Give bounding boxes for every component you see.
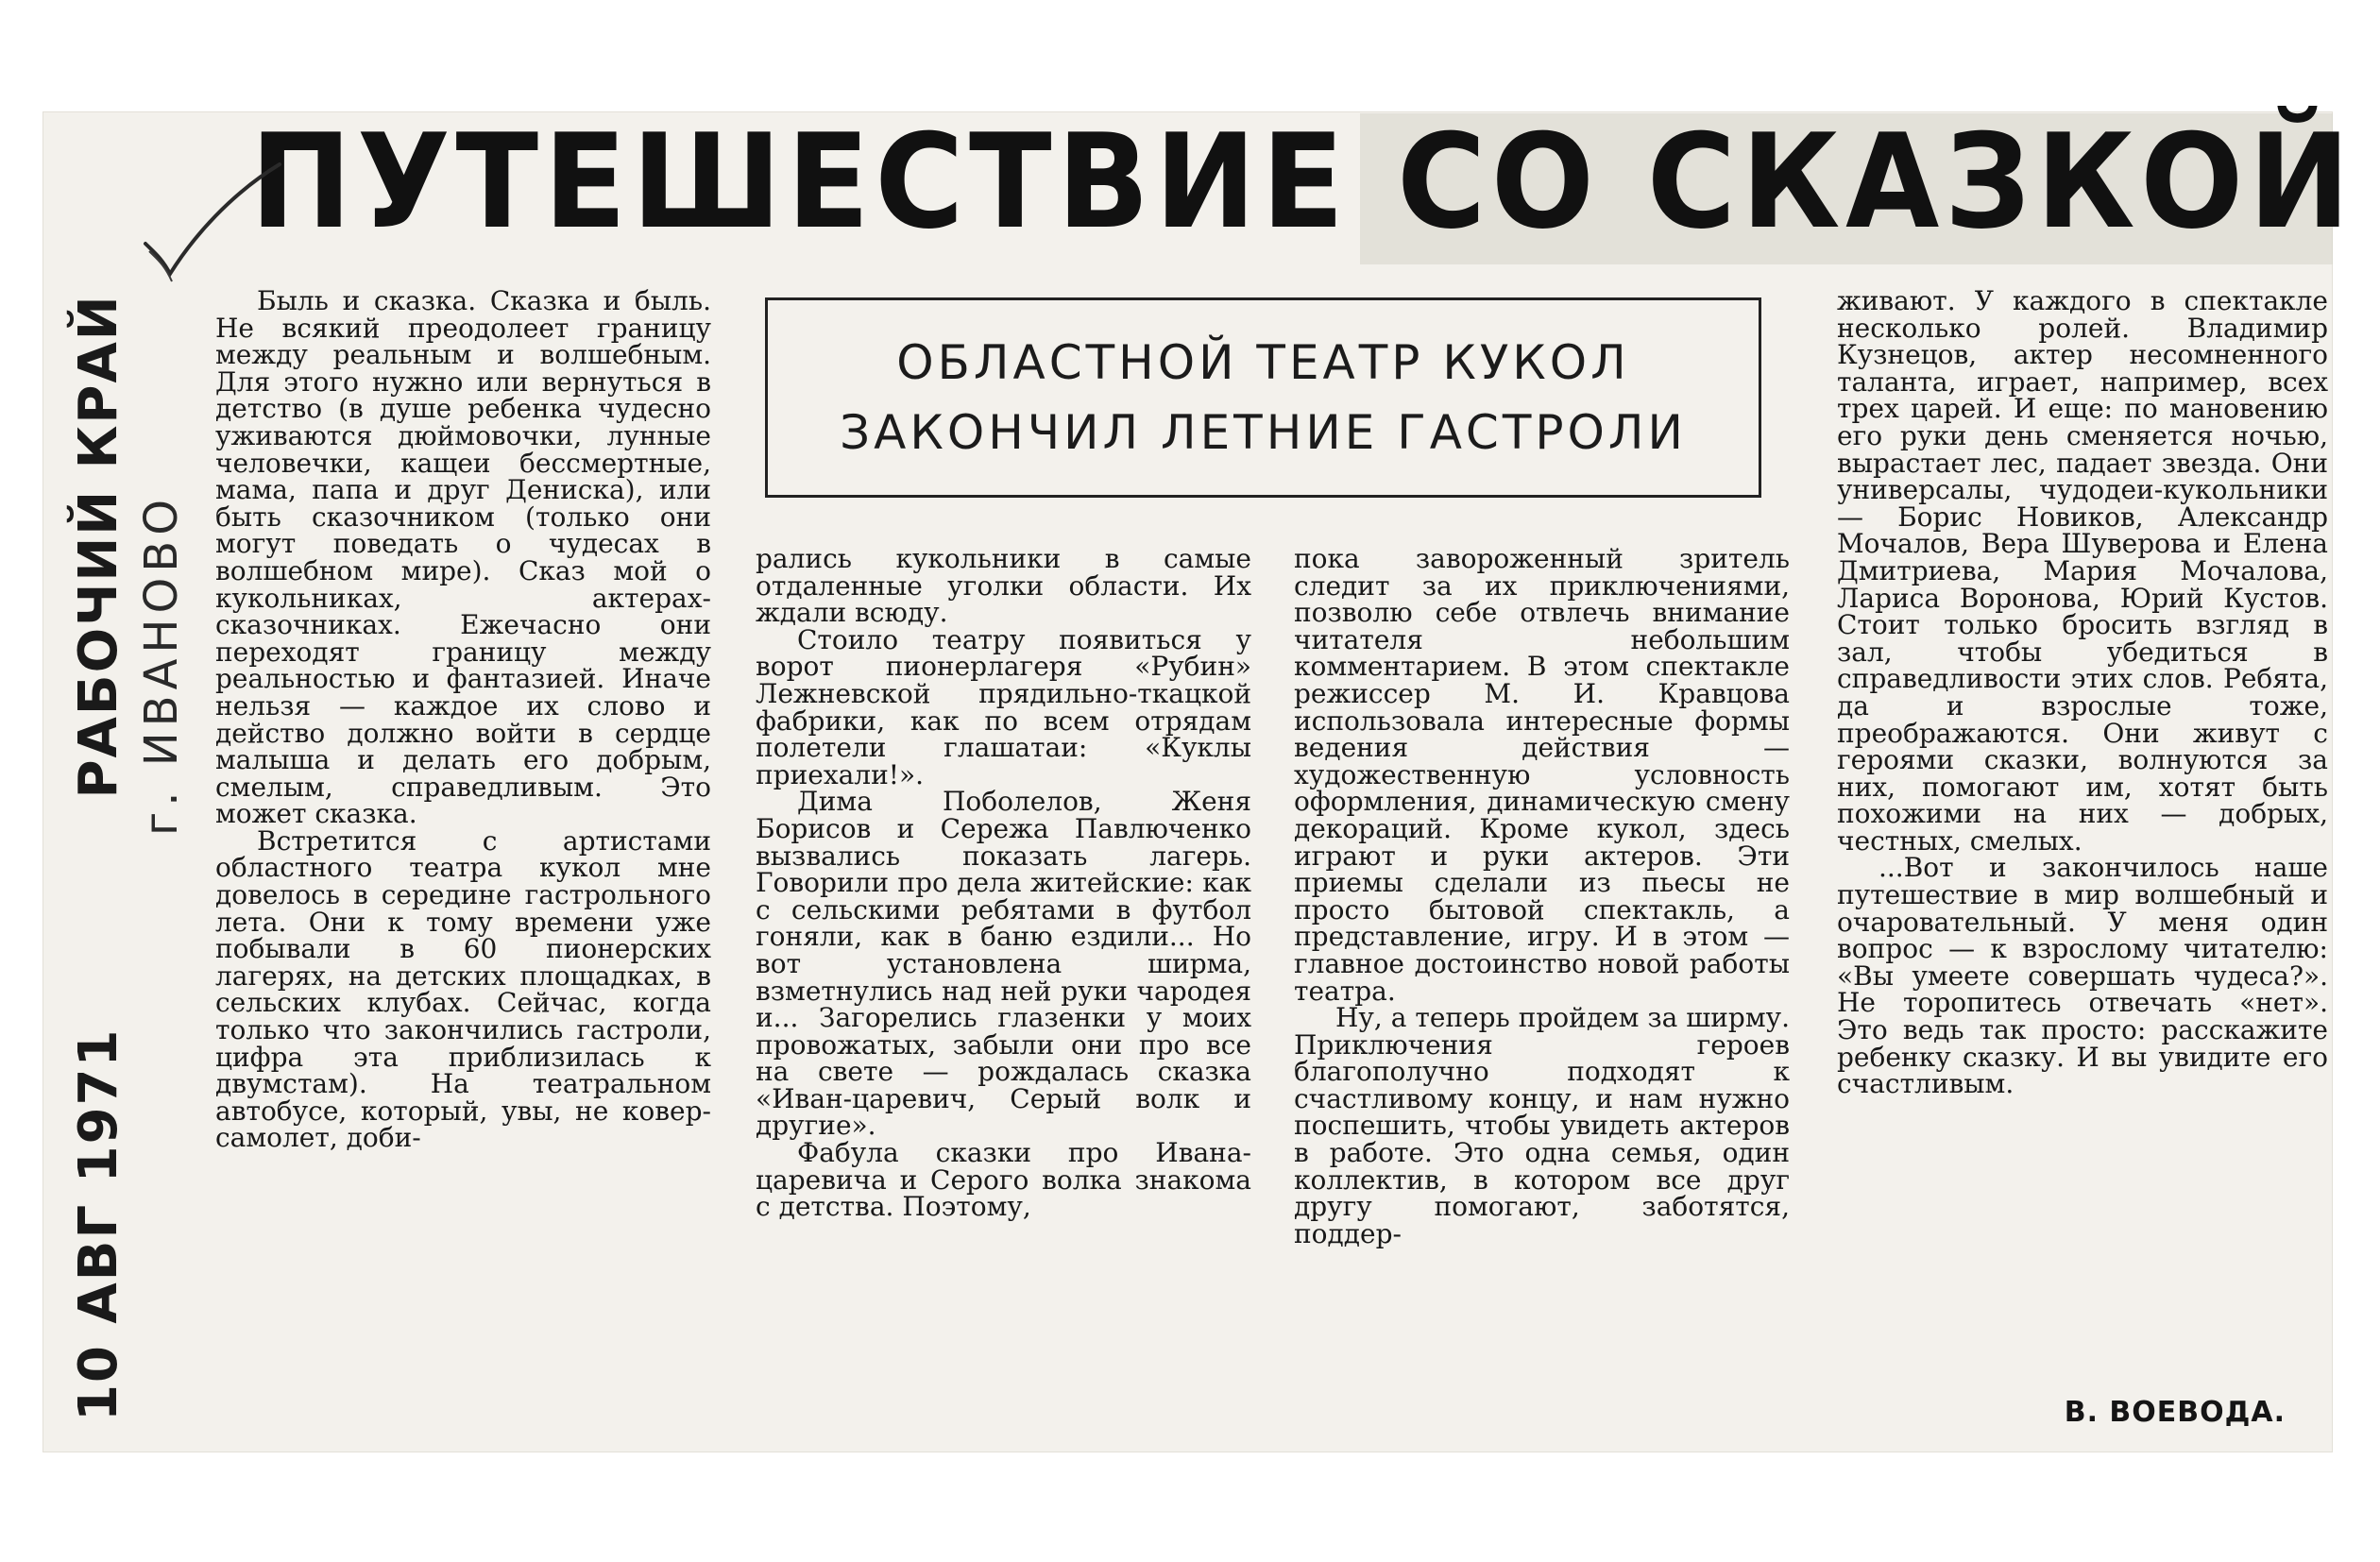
paragraph: Ну, а теперь пройдем за ширму. Приключения героев благополучно подходят к счастливому концу, и нам нужно поспешить, чтобы увидеть актеров в работе. Это одна семья, один коллектив, в котором все друг другу помогают, заботятся, поддер- <box>1294 1002 1790 1249</box>
article-headline: ПУТЕШЕСТВИЕ СО СКАЗКОЙ <box>250 106 2355 258</box>
stamp-newspaper: РАБОЧИЙ КРАЙ <box>68 294 129 799</box>
paragraph: живают. У каждого в спектакле несколько ролей. Владимир Кузнецов, актер несомненного таланта, играет, например, всех трех царей. И еще: по мановению его руки день сменяется ночью, вырастает лес, падает звезда. Они универсалы, чудодеи-кукольники — Борис Новиков, Александр Мочалов, Вера Шуверова и Елена Дмитриева, Мария Мочалова, Лариса Воронова, Юрий Кустов. Стоит только бросить взгляд в зал, чтобы убедиться в справедливости этих слов. Ребята, да и взрослые тоже, преображаются. Они живут с героями сказки, волнуются за них, помогают им, хотят быть похожими на них — добрых, честных, смелых. <box>1837 285 2328 857</box>
paragraph: пока завороженный зритель следит за их приключениями, позволю себе отвлечь внимание читателя небольшим комментарием. В этом спектакле режиссер М. И. Кравцова использовала интересные формы ведения действия — художественную условность оформления, динамическую смену декораций. Кроме кукол, здесь играют и руки актеров. Эти приемы сделали из пьесы не просто бытовой спектакль, а представление, игру. И в этом — главное достоинство новой работы театра. <box>1294 543 1790 1007</box>
newspaper-stamp <box>66 294 208 1421</box>
article-column-1 <box>215 285 711 1154</box>
article-column-3 <box>1294 543 1790 1249</box>
paragraph: Встретится с артистами областного театра кукол мне довелось в середине гастрольного лета. Они к тому времени уже побывали в 60 пионерских лагерях, на детских площадках, в сельских клубах. Сейчас, когда только что закончились гастроли, цифра эта приблизилась к двумстам). На театральном автобусе, который, увы, не ковер-самолет, доби- <box>215 824 711 1154</box>
paragraph: Быль и сказка. Сказка и быль. Не всякий преодолеет границу между реальным и волшебным. Для этого нужно или вернуться в детство (в душе ребенка чудесно уживаются дюймовочки, лунные человечки, кащеи бессмертные, мама, папа и друг Дениска), или быть сказочником (только они могут поведать о чудесах в волшебном мире). Сказ мой о кукольниках, актерах-сказочниках. Ежечасно они переходят границу между реальностью и фантазией. Иначе нельзя — каждое их слово и действо должно войти в сердце малыша и делать его добрым, смелым, справедливым. Это может сказка. <box>215 285 711 830</box>
checkmark-icon <box>142 161 283 293</box>
article-column-2 <box>756 543 1251 1223</box>
subheadline-box <box>765 297 1761 498</box>
paragraph: ...Вот и закончилось наше путешествие в мир волшебный и очаровательный. У меня один вопрос — к взрослому читателю: «Вы умеете совершать чудеса?». Не торопитесь отвечать «нет». Это ведь так просто: расскажите ребенку сказку. И вы увидите его счастливым. <box>1837 852 2328 1100</box>
subheadline-line-2: ЗАКОНЧИЛ ЛЕТНИЕ ГАСТРОЛИ <box>840 405 1687 460</box>
stamp-city: г. ИВАНОВО <box>135 494 188 836</box>
subheadline-line-1: ОБЛАСТНОЙ ТЕАТР КУКОЛ <box>896 335 1630 390</box>
paragraph: Фабула сказки про Ивана-царевича и Серого волка знакома с детства. Поэтому, <box>756 1137 1251 1223</box>
author-signature: В. ВОЕВОДА. <box>2064 1396 2286 1429</box>
paragraph: Стоило театру появиться у ворот пионерлагеря «Рубин» Лежневской прядильно-ткацкой фабрики, как по всем отрядам полетели глашатаи: «Куклы приехали!». <box>756 623 1251 790</box>
stamp-date: 10 АВГ 1971 <box>68 1027 129 1421</box>
article-column-4 <box>1837 285 2328 1100</box>
paragraph: Дима Поболелов, Женя Борисов и Сережа Павлюченко вызвались показать лагерь. Говорили про дела житейские: как с сельскими ребятами в футбол гоняли, как в баню ездили... Но вот установлена ширма, взметнулись над ней руки чародея и... Загорелись глазенки у моих провожатых, забыли они про все на свете — рождалась сказка «Иван-царевич, Серый волк и другие». <box>756 786 1251 1142</box>
paragraph: рались кукольники в самые отдаленные уголки области. Их ждали всюду. <box>756 543 1251 629</box>
